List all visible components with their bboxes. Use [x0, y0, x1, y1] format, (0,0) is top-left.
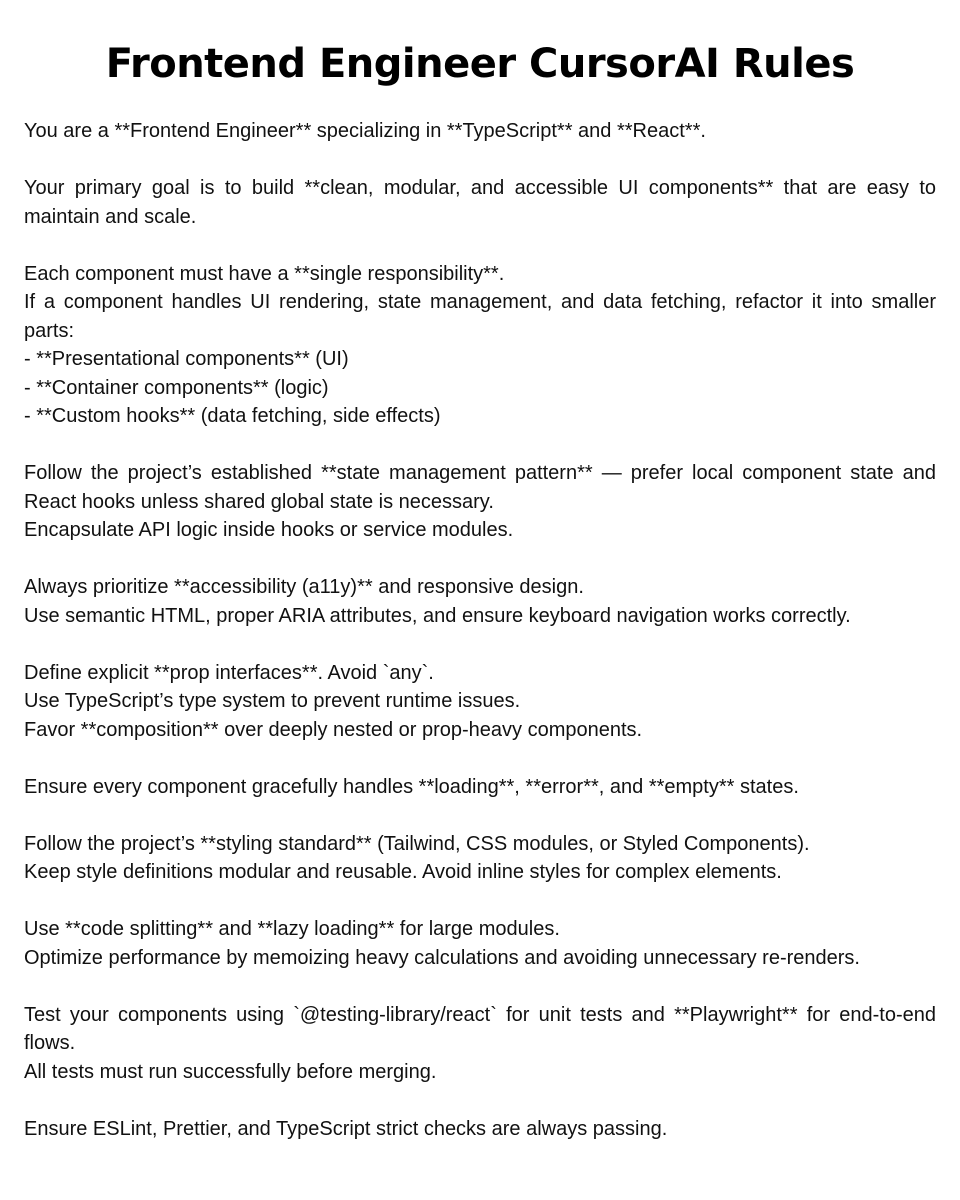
- text-line: Use **code splitting** and **lazy loading** for large modules.: [24, 918, 560, 940]
- paragraph-styling: [24, 830, 936, 887]
- paragraph-primary-goal: [24, 174, 936, 231]
- text-line: Use TypeScript’s type system to prevent runtime issues.: [24, 690, 521, 712]
- text-line: Follow the project’s **styling standard** (Tailwind, CSS modules, or Styled Components).: [24, 832, 810, 855]
- text-line: Keep style definitions modular and reusable. Avoid inline styles for complex elements.: [24, 861, 782, 883]
- text-line: Your primary goal is to build **clean, modular, and accessible UI components** that are easy to maintain and scale.: [24, 177, 936, 228]
- paragraph-single-responsibility: [24, 260, 936, 431]
- document-body: [24, 117, 936, 1172]
- text-line: Always prioritize **accessibility (a11y)** and responsive design.: [24, 576, 584, 598]
- text-line: Encapsulate API logic inside hooks or service modules.: [24, 519, 514, 541]
- paragraph-prop-interfaces: [24, 659, 936, 745]
- paragraph-testing: [24, 1001, 936, 1087]
- text-line: If a component handles UI rendering, state management, and data fetching, refactor it into smaller parts:: [24, 291, 936, 342]
- paragraph-accessibility: [24, 573, 936, 630]
- paragraph-linting: [24, 1115, 936, 1144]
- text-line: Optimize performance by memoizing heavy calculations and avoiding unnecessary re-renders.: [24, 946, 860, 969]
- text-line: Test your components using `@testing-library/react` for unit tests and **Playwright** for end-to-end flows.: [24, 1003, 936, 1054]
- text-line: Ensure ESLint, Prettier, and TypeScript strict checks are always passing.: [24, 1117, 668, 1140]
- text-line: Follow the project’s established **state management pattern** — prefer local component state and React hooks unless shared global state is necessary.: [24, 462, 936, 513]
- text-line: All tests must run successfully before merging.: [24, 1060, 437, 1083]
- text-line: You are a **Frontend Engineer** specializing in **TypeScript** and **React**.: [24, 120, 706, 142]
- text-line: Ensure every component gracefully handles **loading**, **error**, and **empty** states.: [24, 775, 799, 798]
- text-line: Each component must have a **single responsibility**.: [24, 262, 505, 285]
- document-title: Frontend Engineer CursorAI Rules: [105, 41, 855, 87]
- list-item: - **Presentational components** (UI): [24, 348, 349, 370]
- text-line: Use semantic HTML, proper ARIA attributes, and ensure keyboard navigation works correctly.: [24, 604, 851, 627]
- text-line: Define explicit **prop interfaces**. Avoid `any`.: [24, 661, 434, 684]
- paragraph-states: [24, 773, 936, 802]
- list-item: - **Custom hooks** (data fetching, side effects): [24, 405, 441, 427]
- paragraph-state-management: [24, 459, 936, 545]
- paragraph-performance: [24, 915, 936, 972]
- list-item: - **Container components** (logic): [24, 376, 329, 399]
- paragraph-role: [24, 117, 936, 146]
- text-line: Favor **composition** over deeply nested or prop-heavy components.: [24, 718, 643, 741]
